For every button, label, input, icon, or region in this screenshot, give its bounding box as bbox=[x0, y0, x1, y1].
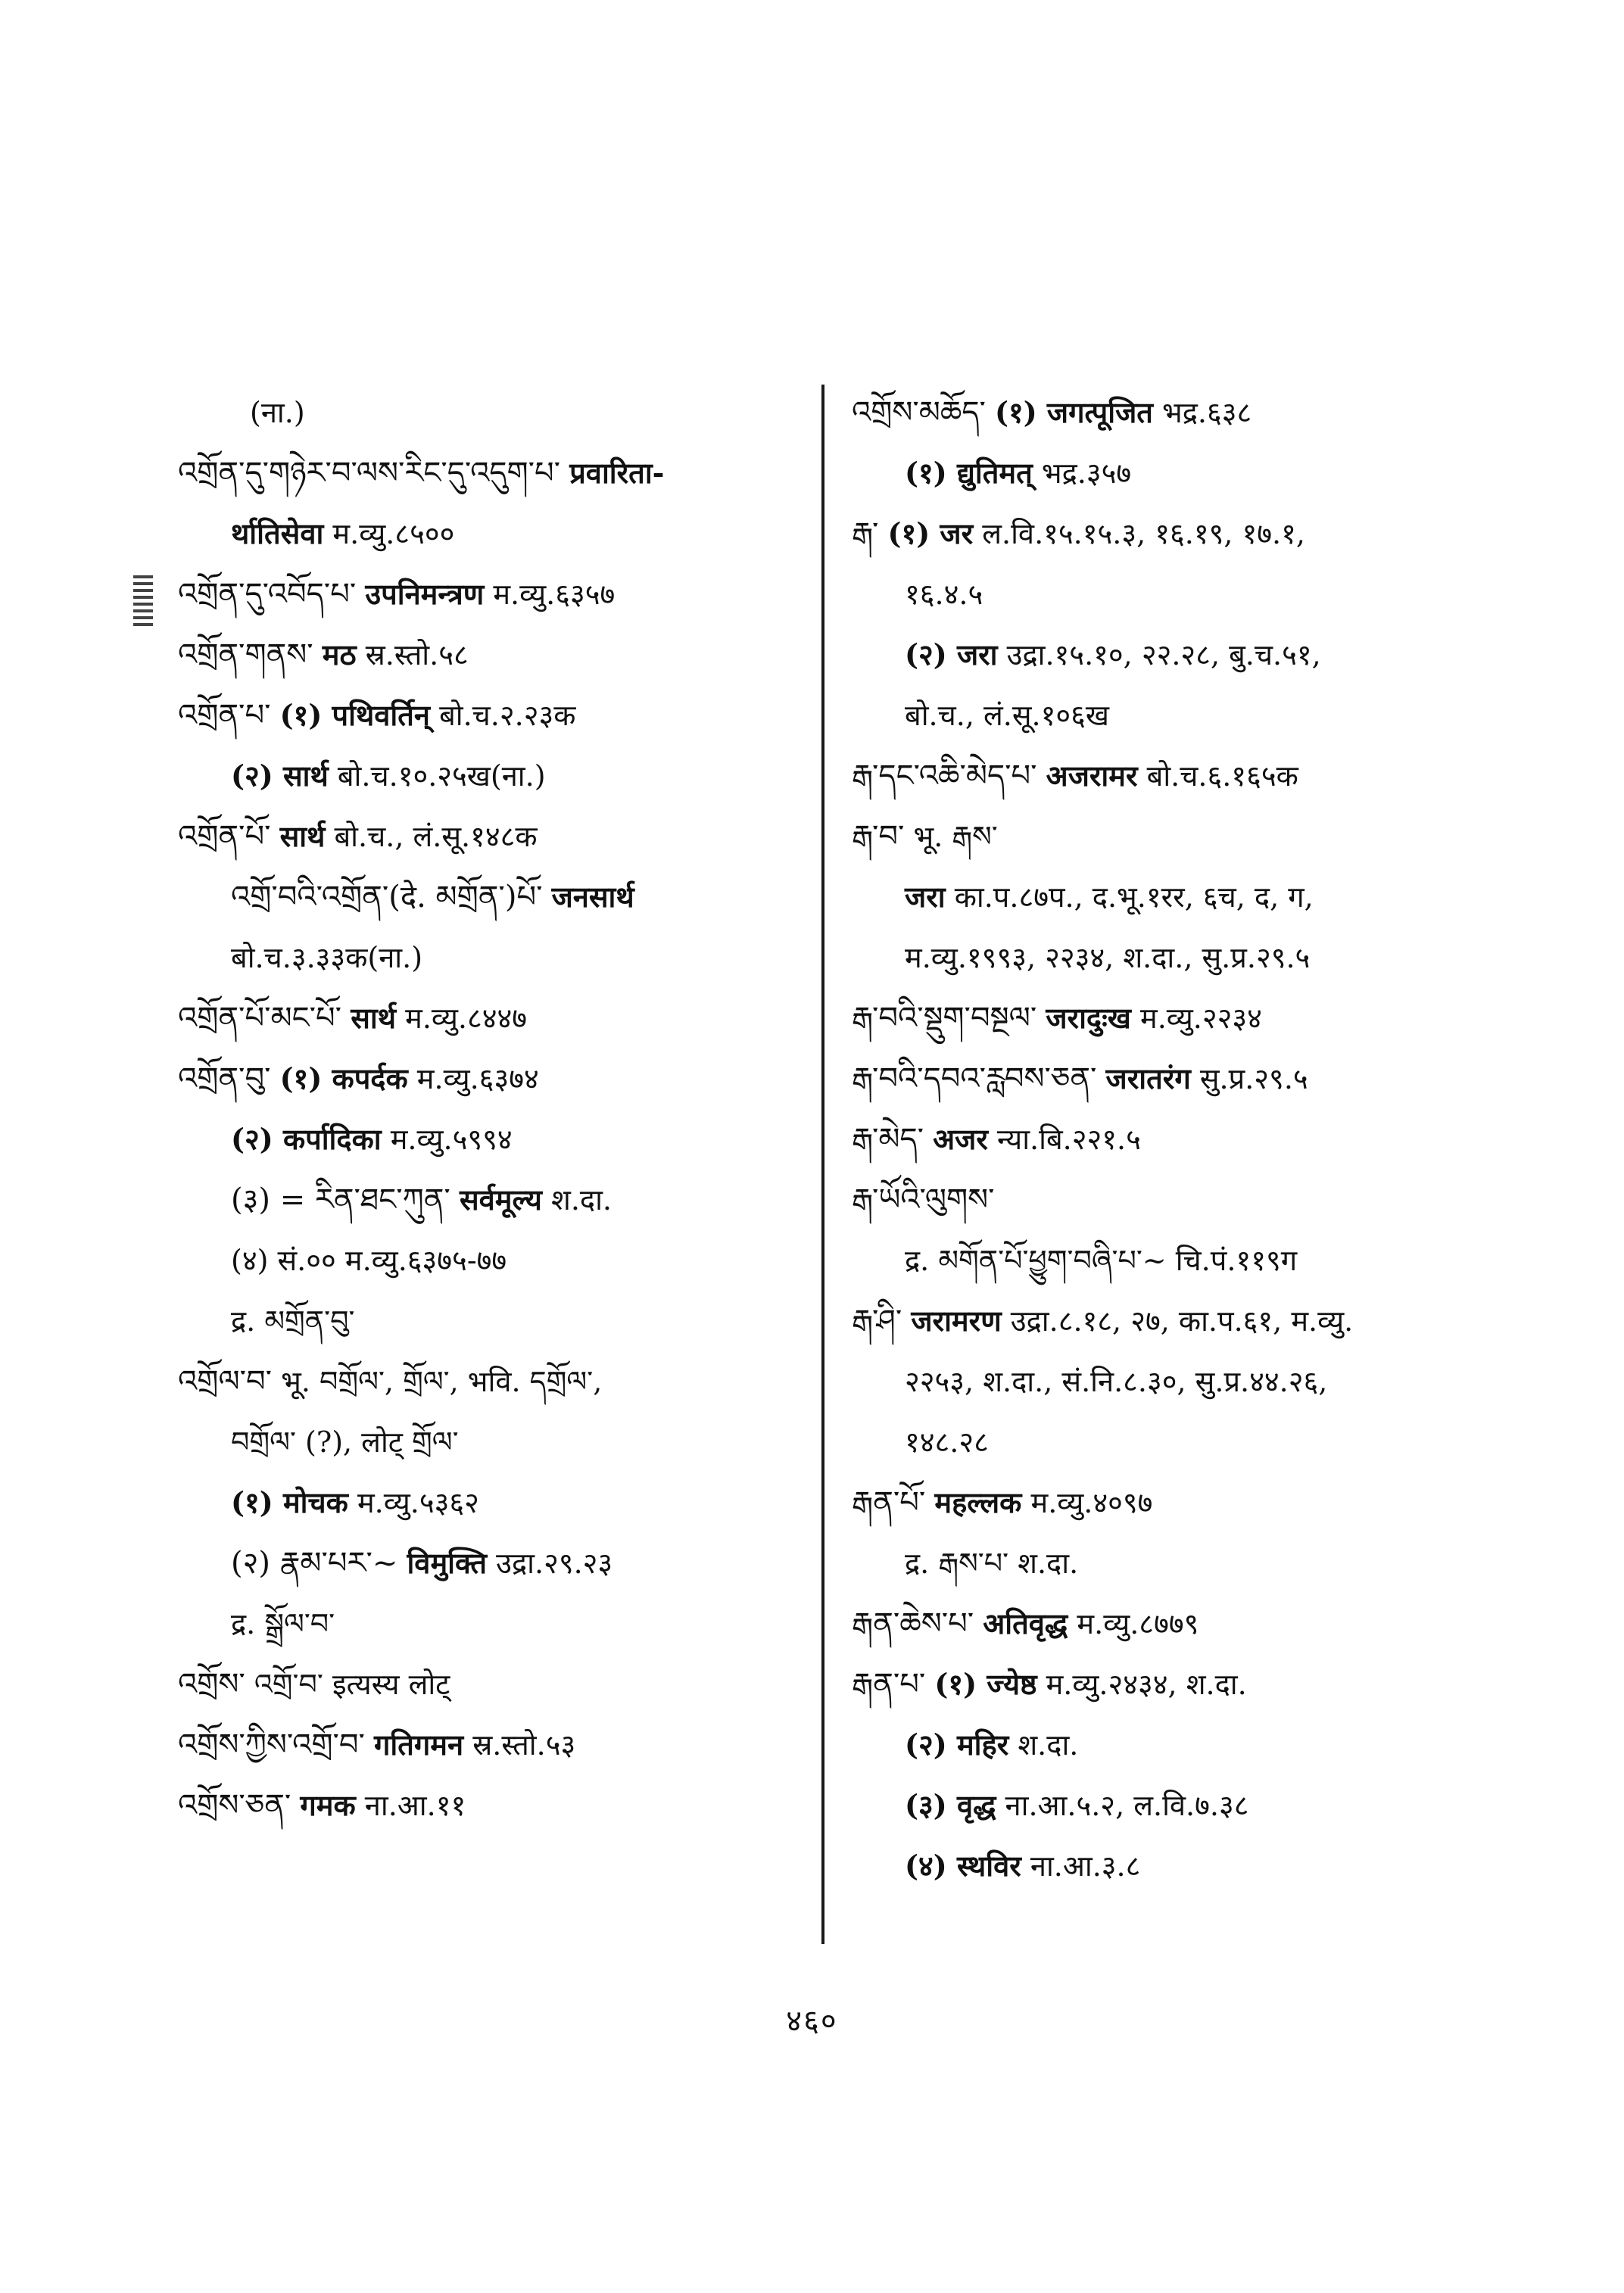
tibetan-headword: འགྲོན་བུ་ bbox=[178, 1061, 271, 1096]
source-reference: म.व्यु.४०९७ bbox=[1030, 1486, 1153, 1519]
entry-line bbox=[178, 1230, 799, 1291]
entry-line bbox=[178, 1109, 799, 1170]
left-column bbox=[178, 382, 799, 1836]
tibetan-headword: རྒན་ཆེས་པ་ bbox=[852, 1606, 974, 1641]
source-reference: म.व्यु.८७७९ bbox=[1077, 1607, 1199, 1640]
entry-line bbox=[178, 1715, 799, 1775]
entry-line bbox=[852, 1836, 1473, 1896]
sanskrit-equivalent: जनसार्थ bbox=[551, 880, 634, 914]
source-reference: म.व्यु.२४३४, श.दा. bbox=[1046, 1668, 1247, 1701]
sanskrit-equivalent: सार्थ bbox=[279, 819, 326, 853]
tibetan-headword: རྒ་ཤི་ bbox=[852, 1304, 902, 1338]
source-reference: उद्रा.१५.१०, २२.२८, बु.च.५१, bbox=[1006, 638, 1321, 671]
source-reference: स्र.स्तो.५३ bbox=[472, 1728, 576, 1762]
source-reference: उद्रा.२९.२३ bbox=[496, 1547, 613, 1580]
entry-line bbox=[852, 625, 1473, 685]
margin-mark bbox=[133, 575, 153, 628]
entry-line bbox=[178, 1775, 799, 1836]
entry-line bbox=[852, 1594, 1473, 1654]
entry-line bbox=[852, 1291, 1473, 1351]
sanskrit-equivalent: र्थातिसेवा bbox=[231, 516, 324, 550]
sanskrit-equivalent: अजर bbox=[933, 1122, 988, 1156]
source-reference: बो.च.३.३३क(ना.) bbox=[231, 941, 423, 974]
tibetan-headword: འགྲོན་དུ་འབོད་པ་ bbox=[178, 577, 357, 612]
source-reference: म.व्यु.१९९३, २२३४, श.दा., सु.प्र.२९.५ bbox=[905, 941, 1311, 974]
entry-line bbox=[852, 1230, 1473, 1291]
tibetan-headword: (२) རྣམ་པར་~ bbox=[231, 1546, 398, 1581]
sanskrit-equivalent: सार्थ bbox=[351, 1001, 396, 1035]
sanskrit-equivalent: प्रवारिता- bbox=[569, 456, 665, 490]
sanskrit-equivalent: (२) सार्थ bbox=[231, 759, 329, 793]
tibetan-headword: རྒ་བ་ bbox=[852, 819, 905, 854]
entry-line bbox=[852, 988, 1473, 1048]
tibetan-headword: འགྲོ་བའི་འགྲོན་(दे. མགྲོན་)པོ་ bbox=[231, 880, 543, 914]
source-reference: द्र. མགྲོན་བུ་ bbox=[231, 1304, 355, 1338]
sanskrit-equivalent: जरातरंग bbox=[1105, 1061, 1191, 1095]
source-reference: बो.च., लं.सू.१०६ख bbox=[905, 699, 1109, 732]
sanskrit-equivalent: गमक bbox=[300, 1788, 356, 1822]
source-reference: द्र. རྒས་པ་ श.दा. bbox=[905, 1547, 1079, 1580]
tibetan-headword: རྒ་ཡོའི་ལུགས་ bbox=[852, 1182, 995, 1217]
entry-line bbox=[178, 564, 799, 625]
source-reference: बो.च.१०.२५ख(ना.) bbox=[337, 759, 546, 793]
sanskrit-equivalent: (४) स्थविर bbox=[905, 1849, 1021, 1883]
entry-line bbox=[178, 685, 799, 746]
entry-line bbox=[178, 1472, 799, 1533]
source-reference: भद्र.३५७ bbox=[1041, 456, 1132, 490]
entry-line bbox=[852, 1533, 1473, 1594]
tibetan-headword: རྒ་མེད་ bbox=[852, 1122, 924, 1157]
entry-line bbox=[178, 382, 799, 443]
sanskrit-equivalent: विमुक्ति bbox=[407, 1546, 488, 1580]
sanskrit-equivalent: जरामरण bbox=[911, 1304, 1002, 1338]
source-reference: द्र. མགོན་པོ་ཕྱུག་བཞི་པ་~ चि.पं.११९ग bbox=[905, 1244, 1298, 1277]
entry-line bbox=[852, 685, 1473, 746]
entry-line bbox=[178, 988, 799, 1048]
source-reference: ना.आ.५.२, ल.वि.७.३८ bbox=[1005, 1789, 1249, 1822]
tibetan-headword: རྒ་ bbox=[852, 516, 879, 551]
entry-line bbox=[852, 1472, 1473, 1533]
entry-line bbox=[852, 746, 1473, 806]
right-column bbox=[852, 382, 1473, 1896]
source-reference: न्या.बि.२२१.५ bbox=[996, 1123, 1141, 1156]
sanskrit-equivalent: गतिगमन bbox=[374, 1728, 464, 1762]
tibetan-headword: རྒ་བའི་དབའ་རླབས་ཅན་ bbox=[852, 1061, 1097, 1096]
tibetan-headword: རྒ་དང་འཆི་མེད་པ་ bbox=[852, 759, 1037, 793]
tibetan-headword: འགྲོན་པོ་མང་པོ་ bbox=[178, 1001, 342, 1036]
entry-line bbox=[178, 503, 799, 564]
source-reference: ना.आ.११ bbox=[364, 1789, 466, 1822]
source-reference: सु.प्र.२९.५ bbox=[1199, 1062, 1308, 1095]
entry-line bbox=[852, 1170, 1473, 1230]
tibetan-headword: འགྲོས་ bbox=[178, 1667, 245, 1702]
source-reference: म.व्यु.५९९४ bbox=[390, 1123, 513, 1156]
entry-line bbox=[178, 625, 799, 685]
source-reference: बो.च.६.१६५क bbox=[1146, 759, 1298, 793]
page-number: ४६० bbox=[786, 2004, 838, 2039]
entry-line bbox=[178, 1654, 799, 1715]
entry-line bbox=[852, 1351, 1473, 1412]
source-reference: ना.आ.३.८ bbox=[1030, 1849, 1141, 1883]
tibetan-headword: (३) = རིན་ཐང་ཀུན་ bbox=[231, 1182, 450, 1217]
tibetan-headword: འགྲོན་གནས་ bbox=[178, 637, 313, 672]
source-reference: म.व्यु.८४४७ bbox=[405, 1002, 528, 1035]
sanskrit-equivalent: जरादुःख bbox=[1046, 1001, 1131, 1035]
sanskrit-equivalent: (३) वृद्ध bbox=[905, 1788, 996, 1822]
source-reference: भद्र.६३८ bbox=[1162, 396, 1252, 429]
source-reference: (ना.) bbox=[250, 396, 305, 429]
sanskrit-equivalent: (२) जरा bbox=[905, 637, 998, 671]
sanskrit-equivalent: मठ bbox=[322, 637, 357, 671]
source-reference: बो.च.२.२३क bbox=[439, 699, 576, 732]
entry-line bbox=[852, 1775, 1473, 1836]
source-reference: श.दा. bbox=[550, 1183, 613, 1217]
entry-line bbox=[852, 1715, 1473, 1775]
entry-line bbox=[852, 1412, 1473, 1472]
column-divider bbox=[821, 385, 824, 1944]
sanskrit-equivalent: महल्लक bbox=[934, 1485, 1022, 1519]
source-reference: ल.वि.१५.१५.३, १६.१९, १७.१, bbox=[982, 517, 1305, 550]
entry-line bbox=[852, 927, 1473, 988]
sanskrit-equivalent: (१) ज्येष्ठ bbox=[934, 1667, 1037, 1701]
sanskrit-equivalent: जरा bbox=[905, 880, 946, 914]
source-reference: म.व्यु.८५०० bbox=[332, 517, 455, 550]
entry-line bbox=[178, 1291, 799, 1351]
source-reference: (४) सं.०० म.व्यु.६३७५-७७ bbox=[231, 1244, 507, 1277]
sanskrit-equivalent: उपनिमन्त्रण bbox=[365, 577, 485, 611]
entry-line bbox=[852, 443, 1473, 503]
entry-line bbox=[178, 1351, 799, 1412]
tibetan-headword: འགྲོན་པོ་ bbox=[178, 819, 271, 854]
tibetan-headword: འགྲོས་ཅན་ bbox=[178, 1788, 291, 1823]
entry-line bbox=[852, 1048, 1473, 1109]
entry-line bbox=[178, 443, 799, 503]
sanskrit-equivalent: अजरामर bbox=[1046, 759, 1138, 793]
sanskrit-equivalent: (२) महिर bbox=[905, 1728, 1009, 1762]
source-reference: स्र.स्तो.५८ bbox=[365, 638, 469, 671]
tibetan-headword: འགྲོས་མཆོད་ bbox=[852, 395, 986, 430]
source-reference: भू. བགྲོལ་, གྲོལ་, भवि. དགྲོལ་, bbox=[281, 1365, 603, 1398]
entry-line bbox=[178, 1412, 799, 1472]
entry-line bbox=[178, 1533, 799, 1594]
source-reference: द्र. སྒྲོལ་བ་ bbox=[231, 1607, 335, 1640]
tibetan-headword: རྒན་པ་ bbox=[852, 1667, 926, 1702]
entry-line bbox=[178, 927, 799, 988]
tibetan-headword: འགྲོལ་བ་ bbox=[178, 1364, 273, 1399]
source-reference: १४८.२८ bbox=[905, 1425, 989, 1459]
entry-line bbox=[178, 806, 799, 867]
tibetan-headword: འགྲོས་ཀྱིས་འགྲོ་བ་ bbox=[178, 1728, 365, 1762]
sanskrit-equivalent: सर्वमूल्य bbox=[459, 1182, 542, 1217]
entry-line bbox=[852, 382, 1473, 443]
sanskrit-equivalent: (१) जगत्पूजित bbox=[994, 395, 1153, 429]
source-reference: का.प.८७प., द.भू.१रर, ६च, द, ग, bbox=[954, 880, 1314, 914]
entry-line bbox=[852, 806, 1473, 867]
entry-line bbox=[178, 1594, 799, 1654]
source-reference: म.व्यु.६३५७ bbox=[493, 578, 616, 611]
sanskrit-equivalent: (१) पथिवर्तिन् bbox=[279, 698, 430, 732]
source-reference: བགྲོལ་ (?), लोट् གྲོལ་ bbox=[231, 1425, 459, 1459]
entry-line bbox=[852, 867, 1473, 927]
entry-line bbox=[178, 1170, 799, 1230]
source-reference: उद्रा.८.१८, २७, का.प.६१, म.व्यु. bbox=[1010, 1304, 1354, 1338]
entry-line bbox=[178, 867, 799, 927]
entry-line bbox=[852, 564, 1473, 625]
sanskrit-equivalent: अतिवृद्ध bbox=[983, 1606, 1068, 1640]
source-reference: म.व्यु.५३६२ bbox=[357, 1486, 479, 1519]
tibetan-headword: འགྲོན་པ་ bbox=[178, 698, 271, 733]
entry-line bbox=[852, 1654, 1473, 1715]
tibetan-headword: རྒ་བའི་སྡུག་བསྔལ་ bbox=[852, 1001, 1037, 1036]
entry-line bbox=[852, 503, 1473, 564]
source-reference: म.व्यु.२२३४ bbox=[1139, 1002, 1262, 1035]
tibetan-headword: འགྲོན་དུ་གཉེར་བ་ལས་རིང་དུ་འདུག་པ་ bbox=[178, 456, 561, 491]
source-reference: འགྲོ་བ་ इत्यस्य लोट् bbox=[254, 1668, 450, 1701]
source-reference: श.दा. bbox=[1018, 1728, 1079, 1762]
entry-line bbox=[852, 1109, 1473, 1170]
entry-line bbox=[178, 746, 799, 806]
entry-line bbox=[178, 1048, 799, 1109]
source-reference: म.व्यु.६३७४ bbox=[416, 1062, 539, 1095]
source-reference: २२५३, श.दा., सं.नि.८.३०, सु.प्र.४४.२६, bbox=[905, 1365, 1328, 1398]
source-reference: १६.४.५ bbox=[905, 578, 983, 611]
tibetan-headword: རྒན་པོ་ bbox=[852, 1485, 926, 1520]
sanskrit-equivalent: (१) जर bbox=[887, 516, 974, 550]
sanskrit-equivalent: (१) मोचक bbox=[231, 1485, 348, 1519]
sanskrit-equivalent: (१) कपर्दक bbox=[279, 1061, 408, 1095]
sanskrit-equivalent: (१) द्युतिमत् bbox=[905, 456, 1033, 490]
source-reference: भू. རྒས་ bbox=[913, 820, 998, 853]
source-reference: बो.च., लं.सू.१४८क bbox=[334, 820, 538, 853]
sanskrit-equivalent: (२) कर्पादिका bbox=[231, 1122, 382, 1156]
